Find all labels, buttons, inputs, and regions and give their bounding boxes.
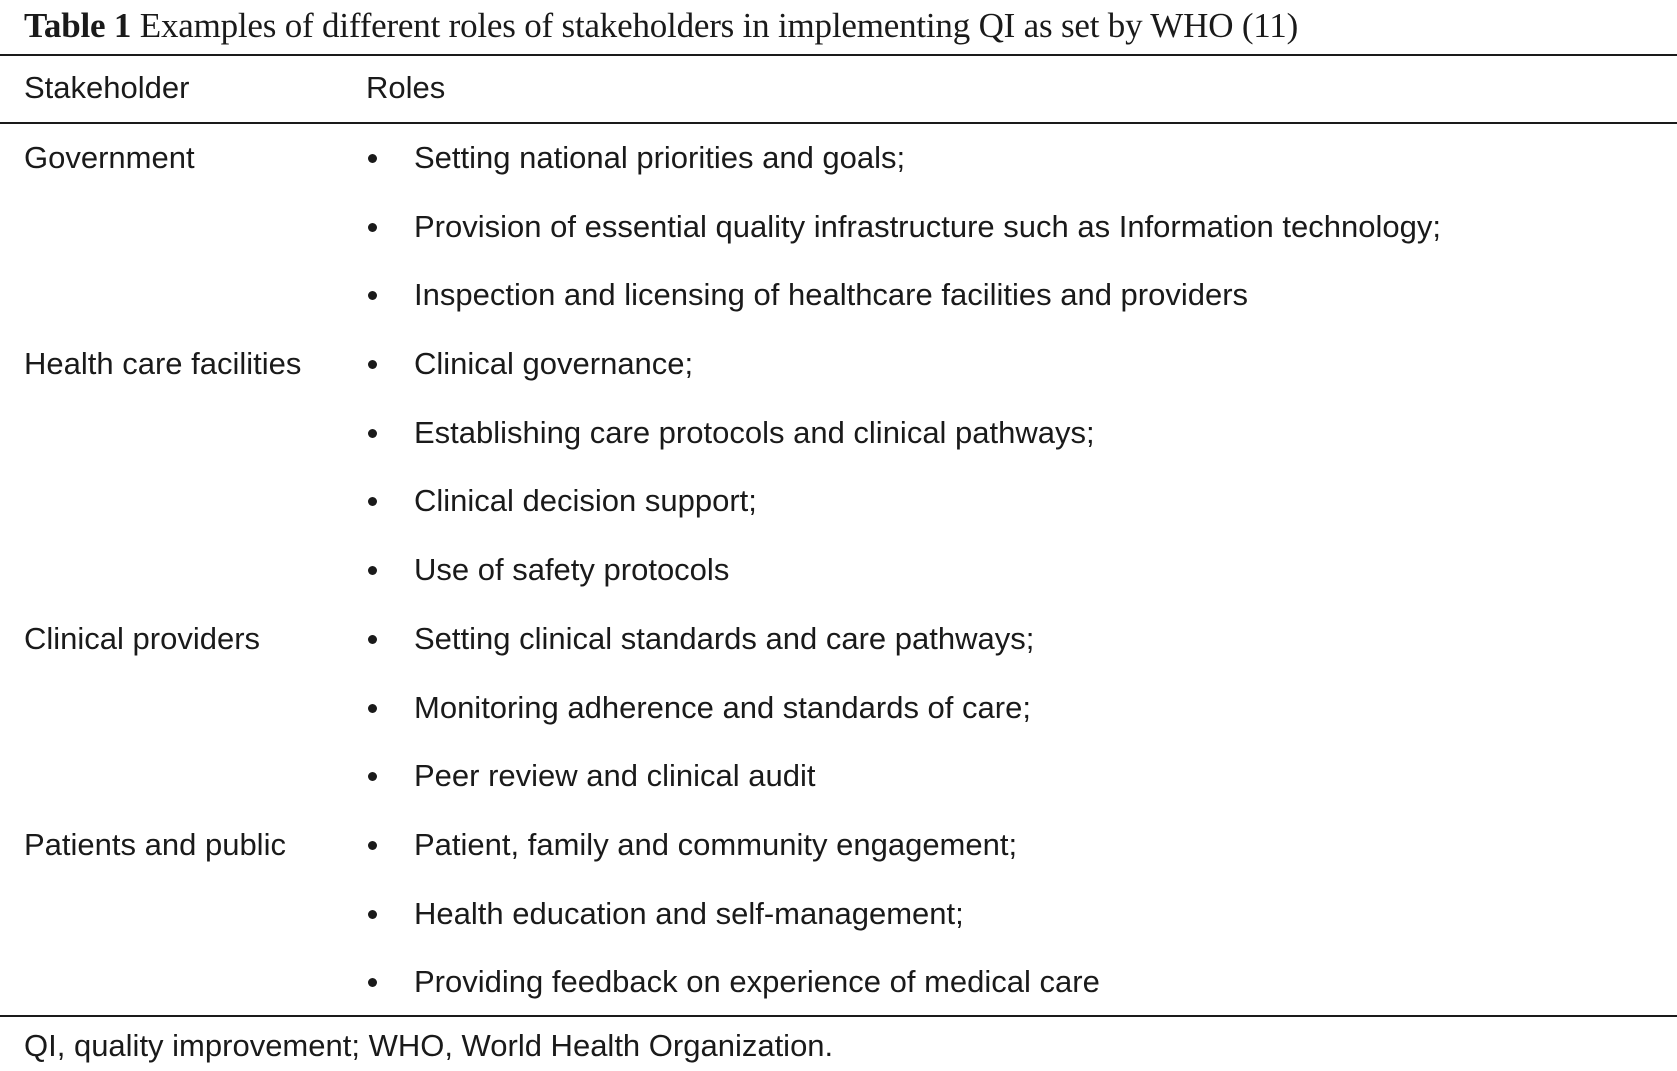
list-item [366, 621, 1034, 690]
bullet-icon [368, 704, 377, 713]
role-text: Use of safety protocols [414, 552, 730, 588]
bullet-icon [368, 978, 377, 987]
role-text: Monitoring adherence and standards of care; [414, 689, 1031, 725]
list-item [366, 758, 1034, 827]
list-item [366, 209, 1441, 278]
header-roles: Roles [366, 70, 446, 105]
roles-list [366, 346, 1095, 621]
role-text: Providing feedback on experience of medical care [414, 964, 1100, 1000]
role-text: Setting national priorities and goals; [414, 140, 906, 175]
bullet-icon [368, 429, 377, 438]
bullet-icon [368, 154, 377, 163]
role-text: Peer review and clinical audit [414, 758, 816, 794]
list-item [366, 552, 1095, 621]
list-item [366, 690, 1034, 759]
roles-list [366, 621, 1034, 827]
bullet-icon [368, 566, 377, 575]
header-rule [0, 122, 1677, 124]
role-text: Patient, family and community engagement; [414, 827, 1018, 862]
top-rule [0, 54, 1677, 56]
list-item [366, 415, 1095, 484]
roles-list [366, 827, 1100, 1033]
table-caption [24, 6, 1298, 46]
table-label: Table 1 [24, 6, 132, 45]
list-item [366, 964, 1100, 1033]
bullet-icon [368, 223, 377, 232]
bullet-icon [368, 635, 377, 644]
stakeholder-name: Clinical providers [24, 621, 261, 656]
bullet-icon [368, 291, 377, 300]
bottom-rule [0, 1015, 1677, 1017]
bullet-icon [368, 841, 377, 850]
header-stakeholder: Stakeholder [24, 70, 190, 105]
roles-list [366, 140, 1441, 346]
bullet-icon [368, 772, 377, 781]
list-item [366, 346, 1095, 415]
stakeholder-name: Patients and public [24, 827, 286, 862]
table-header [0, 70, 1677, 110]
bullet-icon [368, 910, 377, 919]
list-item [366, 827, 1100, 896]
role-text: Clinical governance; [414, 346, 694, 381]
bullet-icon [368, 497, 377, 506]
role-text: Provision of essential quality infrastructure such as Information technology; [414, 208, 1441, 244]
list-item [366, 483, 1095, 552]
stakeholder-name: Government [24, 140, 195, 175]
list-item [366, 140, 1441, 209]
stakeholder-name: Health care facilities [24, 346, 302, 381]
role-text: Establishing care protocols and clinical pathways; [414, 414, 1095, 450]
table-title: Examples of different roles of stakeholders in implementing QI as set by WHO (11) [131, 6, 1299, 45]
role-text: Setting clinical standards and care pathways; [414, 621, 1035, 656]
role-text: Health education and self-management; [414, 895, 964, 931]
list-item [366, 277, 1441, 346]
role-text: Inspection and licensing of healthcare facilities and providers [414, 277, 1249, 313]
list-item [366, 896, 1100, 965]
bullet-icon [368, 360, 377, 369]
table-footnote: QI, quality improvement; WHO, World Health Organization. [24, 1028, 834, 1063]
role-text: Clinical decision support; [414, 483, 757, 519]
